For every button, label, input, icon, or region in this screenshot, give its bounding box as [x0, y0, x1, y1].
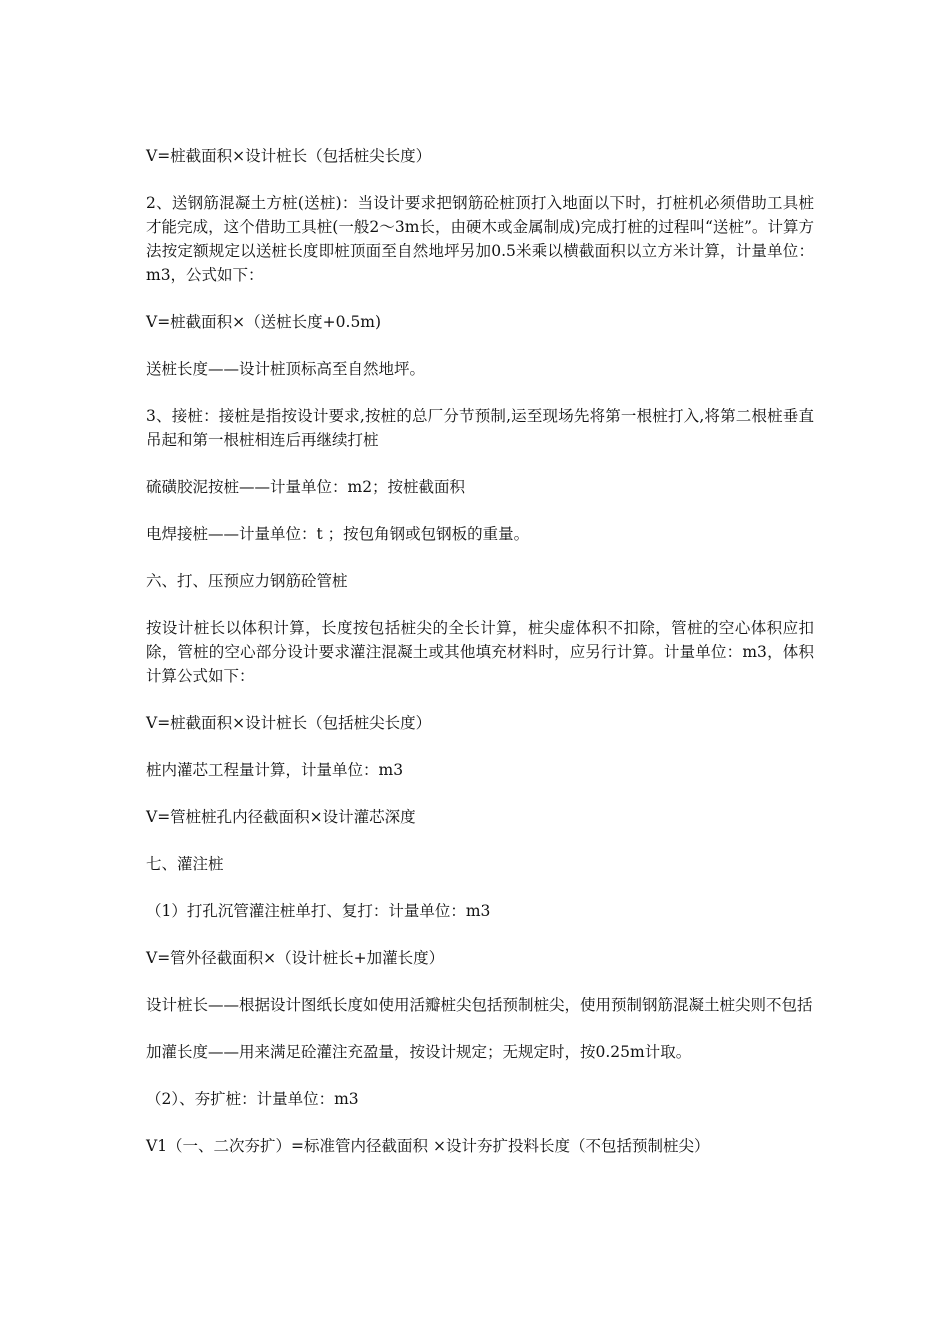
item-sunk-tube-pile: （1）打孔沉管灌注桩单打、复打：计量单位：m3 [146, 902, 491, 920]
paragraph-pile-splicing: 3、接桩：接桩是指按设计要求,按桩的总厂分节预制,运至现场先将第一根桩打入,将第二根桩垂直吊起和第一根桩相连后再继续打桩 [146, 407, 814, 449]
formula-sunk-tube-pile: V=管外径截面积×（设计桩长+加灌长度） [146, 949, 445, 967]
definition-design-pile-length: 设计桩长——根据设计图纸长度如使用活瓣桩尖包括预制桩尖，使用预制钢筋混凝土桩尖则不包括 [146, 996, 813, 1014]
section-heading-prestressed-pipe-pile: 六、打、压预应力钢筋砼管桩 [146, 572, 348, 590]
document-body [146, 144, 814, 1181]
definition-extra-pour-length: 加灌长度——用来满足砼灌注充盈量，按设计规定；无规定时，按0.25m计取。 [146, 1043, 692, 1061]
item-rammed-expanded-pile: （2）、夯扩桩：计量单位：m3 [146, 1090, 359, 1108]
formula-sending-pile: V=桩截面积×（送桩长度+0.5m) [146, 313, 382, 331]
definition-sending-pile-length: 送桩长度——设计桩顶标高至自然地坪。 [146, 360, 426, 378]
item-core-filling: 桩内灌芯工程量计算，计量单位：m3 [146, 761, 404, 779]
formula-pile-volume: V=桩截面积×设计桩长（包括桩尖长度） [146, 147, 432, 165]
item-welded-splice: 电焊接桩——计量单位：t ；按包角钢或包钢板的重量。 [146, 525, 530, 543]
section-heading-cast-in-place-pile: 七、灌注桩 [146, 855, 224, 873]
formula-core-filling: V=管桩桩孔内径截面积×设计灌芯深度 [146, 808, 416, 826]
paragraph-sending-pile: 2、送钢筋混凝土方桩(送桩)：当设计要求把钢筋砼桩顶打入地面以下时，打桩机必须借助工具桩才能完成，这个借助工具桩(一般2～3m长，由硬木或金属制成)完成打桩的过程叫“送桩”。计算方法按定额规定以送桩长度即桩顶面至自然地坪另加0.5米乘以横截面积以立方米计算，计量单位：m3，公式如下： [146, 194, 814, 284]
item-sulfur-mortar-splice: 硫磺胶泥按桩——计量单位：m2；按桩截面积 [146, 478, 466, 496]
formula-rammed-expanded-pile: V1（一、二次夯扩）=标准管内径截面积 ×设计夯扩投料长度（不包括预制桩尖） [146, 1137, 710, 1155]
formula-pipe-pile-volume: V=桩截面积×设计桩长（包括桩尖长度） [146, 714, 432, 732]
paragraph-pipe-pile-rules: 按设计桩长以体积计算，长度按包括桩尖的全长计算，桩尖虚体积不扣除，管桩的空心体积应扣除，管桩的空心部分设计要求灌注混凝土或其他填充材料时，应另行计算。计量单位：m3，体积计算公式如下： [146, 619, 814, 685]
